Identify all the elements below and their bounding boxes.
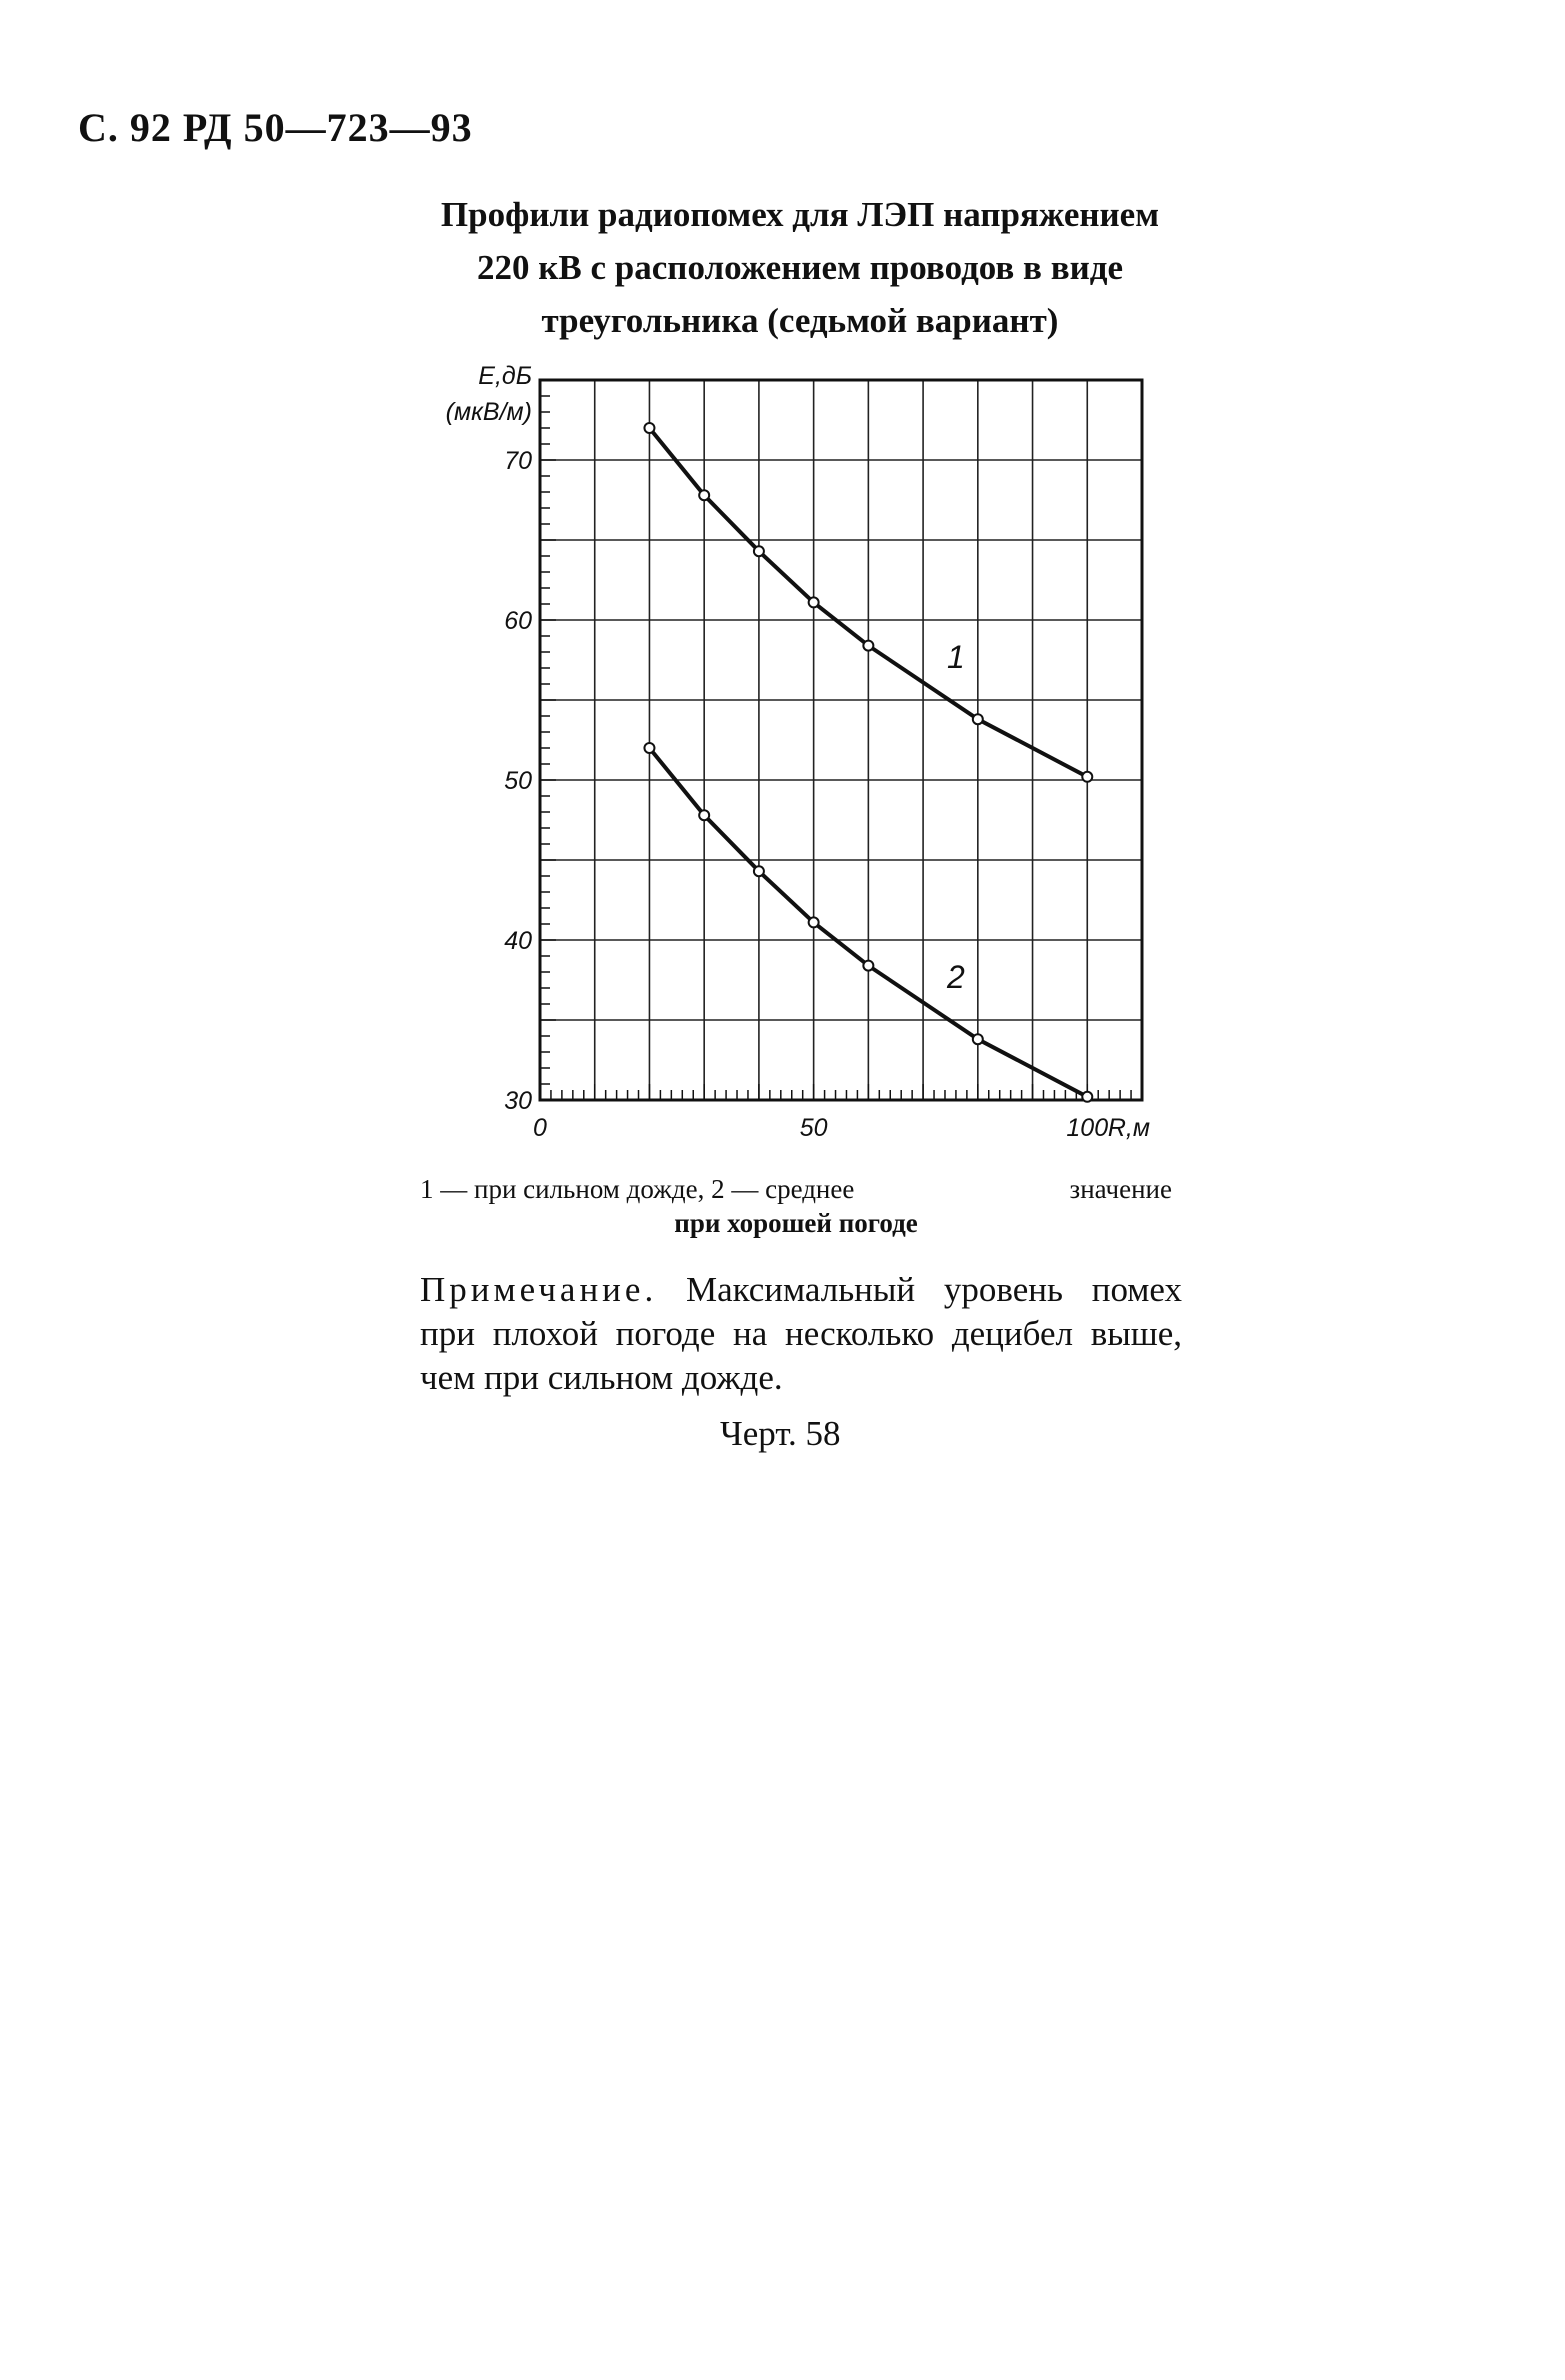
caption-part2: значение: [1069, 1174, 1172, 1204]
chart-minor-ticks: [540, 380, 1142, 1100]
note: [420, 1268, 1182, 1400]
figure-number: Черт. 58: [720, 1414, 841, 1453]
series-1-point: [754, 546, 764, 556]
series-2-point: [754, 866, 764, 876]
series-1-point: [863, 641, 873, 651]
note-label: Примечание.: [420, 1270, 658, 1309]
x-tick-label: 0: [533, 1114, 547, 1142]
y-axis-label-line2: (мкВ/м): [445, 398, 532, 426]
chart-grid: [540, 380, 1142, 1100]
x-axis-label: R,м: [1107, 1114, 1150, 1142]
series-1-point: [973, 714, 983, 724]
series-2-point: [809, 917, 819, 927]
series-1-point: [1082, 772, 1092, 782]
series-2-point: [699, 810, 709, 820]
series-2-point: [1082, 1092, 1092, 1102]
chart-title: Профили радиопомех для ЛЭП напряжением 220 кВ с расположением проводов в виде треугольника (седьмой вариант): [440, 195, 1160, 340]
series-2-point: [863, 961, 873, 971]
series-1-label: 1: [947, 639, 965, 675]
y-tick-label: 70: [504, 447, 532, 475]
note-text: Максимальный уровень помех при плохой погоде на несколько децибел выше, чем при сильном дожде.: [420, 1270, 1182, 1397]
series-2-point: [644, 743, 654, 753]
y-tick-label: 50: [504, 767, 532, 795]
page-header: С. 92 РД 50—723—93: [78, 105, 473, 150]
series-2-label: 2: [947, 959, 965, 995]
y-axis-label-line1: E,дБ: [478, 362, 532, 390]
line-chart: [0, 0, 1565, 1170]
y-tick-label: 60: [504, 607, 532, 635]
y-tick-label: 40: [504, 927, 532, 955]
caption-line2: при хорошей погоде: [674, 1208, 918, 1238]
series-1-point: [809, 597, 819, 607]
plot-frame: [540, 380, 1142, 1100]
x-tick-label: 50: [799, 1114, 828, 1142]
chart-caption: [420, 1172, 1172, 1240]
caption-part1: 1 — при сильном дожде, 2 — среднее: [420, 1174, 855, 1204]
series-1-point: [644, 423, 654, 433]
y-tick-label: 30: [504, 1087, 532, 1115]
x-tick-label: 100: [1066, 1114, 1109, 1142]
series-2-point: [973, 1034, 983, 1044]
series-1-point: [699, 490, 709, 500]
